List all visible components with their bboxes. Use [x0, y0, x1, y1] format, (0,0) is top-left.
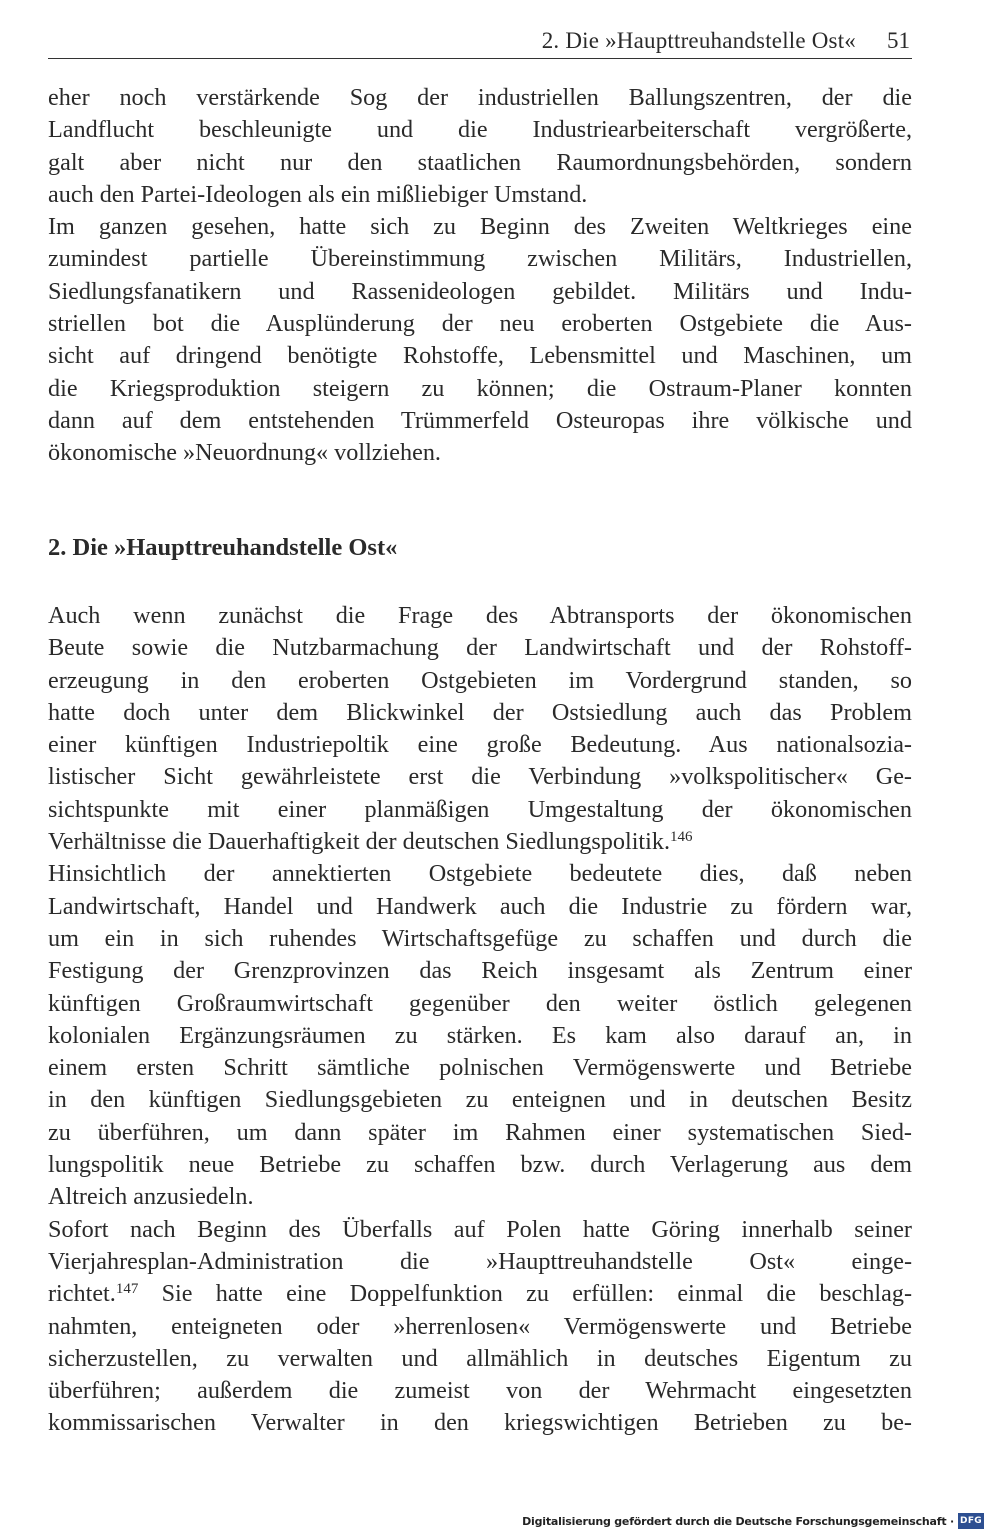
text-line: Vierjahresplan-Administration die »Haupttreuhandstelle Ost« einge- [48, 1247, 912, 1275]
paragraph [48, 82, 912, 211]
section-heading: 2. Die »Haupttreuhandstelle Ost« [48, 534, 398, 561]
text-line: sichtspunkte mit einer planmäßigen Umgestaltung der ökonomischen [48, 795, 912, 823]
text-line: in den künftigen Siedlungsgebieten zu enteignen und in deutschen Besitz [48, 1086, 912, 1114]
text-line: Im ganzen gesehen, hatte sich zu Beginn des Zweiten Weltkrieges eine [48, 213, 912, 241]
digitization-footer [522, 1510, 984, 1532]
text-line: hatte doch unter dem Blickwinkel der Ostsiedlung auch das Problem [48, 698, 912, 726]
text-line: sicht auf dringend benötigte Rohstoffe, Lebensmittel und Maschinen, um [48, 342, 912, 370]
footnote-ref[interactable]: 146 [670, 829, 693, 846]
text-line: Landwirtschaft, Handel und Handwerk auch die Industrie zu fördern war, [48, 892, 912, 920]
text-line: dann auf dem entstehenden Trümmerfeld Osteuropas ihre völkische und [48, 406, 912, 434]
paragraph [48, 1214, 912, 1440]
paragraph [48, 211, 912, 469]
footnote-ref[interactable]: 147 [115, 1281, 139, 1298]
text-line: Siedlungsfanatikern und Rassenideologen gebildet. Militärs und Indu- [48, 277, 912, 305]
body-text-bottom [48, 600, 912, 1440]
text-fragment: Sie hatte eine Doppelfunktion zu erfüllen: einmal die beschlag- [138, 1280, 912, 1308]
text-line: Altreich anzusiedeln. [48, 1183, 254, 1211]
text-line: ökonomische »Neuordnung« vollziehen. [48, 439, 441, 467]
text-line [48, 1278, 912, 1310]
text-fragment: richtet. [48, 1280, 116, 1308]
text-line: zumindest partielle Übereinstimmung zwischen Militärs, Industriellen, [48, 245, 912, 273]
funding-credit: Digitalisierung gefördert durch die Deutsche Forschungsgemeinschaft · [522, 1514, 954, 1528]
text-line: kommissarischen Verwalter in den kriegswichtigen Betrieben zu be- [48, 1409, 912, 1437]
text-line: kolonialen Ergänzungsräumen zu stärken. Es kam also darauf an, in [48, 1021, 912, 1049]
text-line: eher noch verstärkende Sog der industriellen Ballungszentren, der die [48, 84, 912, 111]
text-line: zu überführen, um dann später im Rahmen einer systematischen Sied- [48, 1118, 912, 1146]
text-line: erzeugung in den eroberten Ostgebieten im Vordergrund standen, so [48, 666, 912, 694]
page-number: 51 [887, 28, 910, 53]
body-text-top [48, 82, 912, 470]
text-line: einem ersten Schritt sämtliche polnischen Vermögenswerte und Betriebe [48, 1054, 912, 1082]
paragraph [48, 600, 912, 858]
running-title: 2. Die »Haupttreuhandstelle Ost« [541, 28, 856, 53]
text-line: Landflucht beschleunigte und die Industriearbeiterschaft vergrößerte, [48, 116, 912, 144]
running-header [48, 20, 912, 59]
dfg-logo: DFG [958, 1513, 984, 1529]
paragraph [48, 858, 912, 1213]
text-line: Festigung der Grenzprovinzen das Reich insgesamt als Zentrum einer [48, 957, 912, 985]
text-line: Hinsichtlich der annektierten Ostgebiete bedeutete dies, daß neben [48, 860, 912, 888]
text-line: listischer Sicht gewährleistete erst die Verbindung »volkspolitischer« Ge- [48, 763, 912, 791]
text-line: striellen bot die Ausplünderung der neu eroberten Ostgebiete die Aus- [48, 310, 912, 338]
text-line: um ein in sich ruhendes Wirtschaftsgefüge zu schaffen und durch die [48, 924, 912, 952]
text-line: künftigen Großraumwirtschaft gegenüber den weiter östlich gelegenen [48, 989, 912, 1017]
text-fragment: Verhältnisse die Dauerhaftigkeit der deutschen Siedlungspolitik. [48, 828, 670, 856]
text-line: Auch wenn zunächst die Frage des Abtransports der ökonomischen [48, 602, 912, 629]
text-line [48, 826, 912, 858]
text-line: Beute sowie die Nutzbarmachung der Landwirtschaft und der Rohstoff- [48, 634, 912, 662]
text-line: galt aber nicht nur den staatlichen Raumordnungsbehörden, sondern [48, 148, 912, 176]
text-line: einer künftigen Industriepoltik eine große Bedeutung. Aus nationalsozia- [48, 731, 912, 759]
text-line: Sofort nach Beginn des Überfalls auf Polen hatte Göring innerhalb seiner [48, 1215, 912, 1243]
text-line: lungspolitik neue Betriebe zu schaffen bzw. durch Verlagerung aus dem [48, 1151, 912, 1179]
text-line: die Kriegsproduktion steigern zu können; die Ostraum-Planer konnten [48, 374, 912, 402]
text-line: auch den Partei-Ideologen als ein mißliebiger Umstand. [48, 180, 588, 208]
text-line: sicherzustellen, zu verwalten und allmählich in deutsches Eigentum zu [48, 1344, 912, 1372]
text-line: überführen; außerdem die zumeist von der Wehrmacht eingesetzten [48, 1377, 912, 1405]
text-line: nahmten, enteigneten oder »herrenlosen« Vermögenswerte und Betriebe [48, 1312, 912, 1340]
